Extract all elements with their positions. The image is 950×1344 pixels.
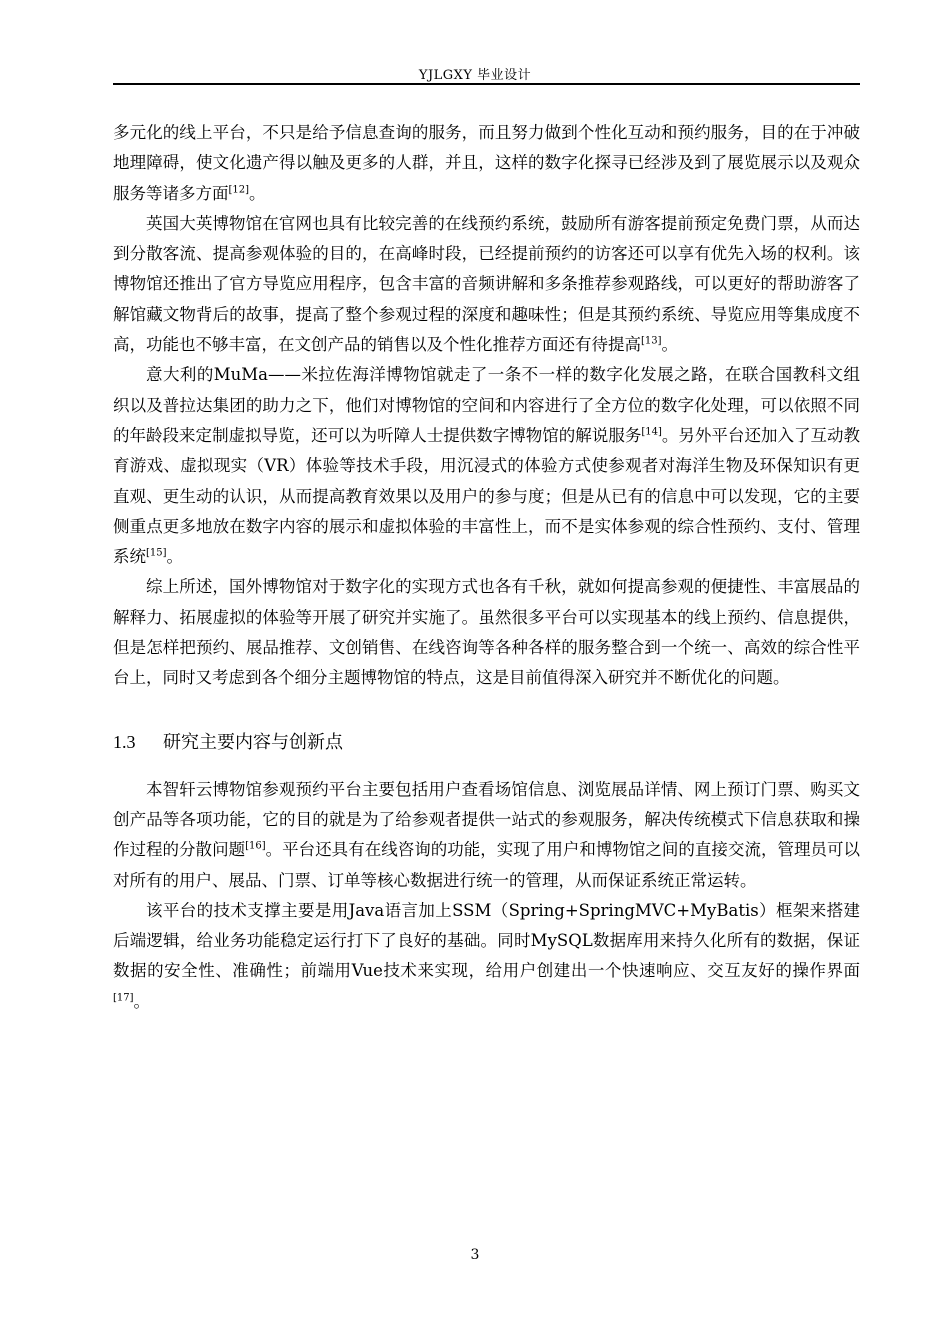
- paragraph: [113, 896, 860, 1017]
- page-header-title: YJLGXY 毕业设计: [418, 68, 532, 83]
- header-divider: [113, 83, 860, 85]
- paragraph-text: 该平台的技术支撑主要是用Java语言加上SSM（Spring+SpringMVC+MyBatis）框架来搭建后端逻辑，给业务功能稳定运行打下了良好的基础。同时MySQL数据库用来持久化所有的数据，保证数据的安全性、准确性；前端用Vue技术来实现，给用户创建出一个快速响应、交互友好的操作界面: [113, 900, 860, 981]
- paragraph: [113, 209, 860, 360]
- section-paragraphs: [113, 775, 860, 1017]
- paragraph-text: 。另外平台还加入了互动教育游戏、虚拟现实（VR）体验等技术手段，用沉浸式的体验方式使参观者对海洋生物及环保知识有更直观、更生动的认识，从而提高教育效果以及用户的参与度；但是从已有的信息中可以发现，它的主要侧重点更多地放在数字内容的展示和虚拟体验的丰富性上，而不是实体参观的综合性预约、支付、管理系统: [113, 425, 861, 567]
- document-body: [113, 118, 860, 1017]
- section-heading: [113, 727, 860, 758]
- paragraph-text: 多元化的线上平台，不只是给予信息查询的服务，而且努力做到个性化互动和预约服务，目的在于冲破地理障碍，使文化遗产得以触及更多的人群，并且，这样的数字化探寻已经涉及到了展览展示以及观众服务等诸多方面: [113, 123, 860, 203]
- paragraph: [113, 360, 860, 572]
- citation-ref: [15]: [146, 547, 167, 559]
- paragraph-text: 。: [249, 183, 266, 203]
- paragraph-text: 。平台还具有在线咨询的功能，实现了用户和博物馆之间的直接交流，管理员可以对所有的用户、展品、门票、订单等核心数据进行统一的管理，从而保证系统正常运转。: [113, 840, 861, 890]
- paragraph-text: 。: [133, 991, 151, 1011]
- citation-ref: [17]: [113, 992, 134, 1004]
- intro-paragraphs: [113, 118, 860, 694]
- paragraph-text: 。: [166, 547, 184, 567]
- citation-ref: [13]: [641, 335, 662, 347]
- paragraph-text: 本智轩云博物馆参观预约平台主要包括用户查看场馆信息、浏览展品详情、网上预订门票、购买文创产品等各项功能，它的目的就是为了给参观者提供一站式的参观服务，解决传统模式下信息获取和操作过程的分散问题: [113, 779, 860, 860]
- section-number: 1.3: [113, 731, 136, 752]
- citation-ref: [12]: [228, 184, 250, 196]
- paragraph: [113, 572, 860, 693]
- paragraph: [113, 118, 860, 209]
- paragraph: [113, 775, 860, 896]
- page-number: 3: [470, 1247, 480, 1263]
- paragraph-text: 意大利的MuMa——米拉佐海洋博物馆就走了一条不一样的数字化发展之路，在联合国教科文组织以及普拉达集团的助力之下，他们对博物馆的空间和内容进行了全方位的数字化处理，可以依照不同的年龄段来定制虚拟导览，还可以为听障人士提供数字博物馆的解说服务: [113, 365, 860, 445]
- section-title: 研究主要内容与创新点: [163, 731, 343, 753]
- citation-ref: [16]: [245, 840, 266, 852]
- paragraph-text: 。: [661, 335, 679, 355]
- citation-ref: [14]: [641, 426, 662, 438]
- paragraph-text: 英国大英博物馆在官网也具有比较完善的在线预约系统，鼓励所有游客提前预定免费门票，从而达到分散客流、提高参观体验的目的，在高峰时段，已经提前预约的访客还可以享有优先入场的权利。该博物馆还推出了官方导览应用程序，包含丰富的音频讲解和多条推荐参观路线，可以更好的帮助游客了解馆藏文物背后的故事，提高了整个参观过程的深度和趣味性；但是其预约系统、导览应用等集成度不高，功能也不够丰富，在文创产品的销售以及个性化推荐方面还有待提高: [113, 213, 860, 355]
- paragraph-text: 综上所述，国外博物馆对于数字化的实现方式也各有千秋，就如何提高参观的便捷性、丰富展品的解释力、拓展虚拟的体验等开展了研究并实施了。虽然很多平台可以实现基本的线上预约、信息提供，但是怎样把预约、展品推荐、文创销售、在线咨询等各种各样的服务整合到一个统一、高效的综合性平台上，同时又考虑到各个细分主题博物馆的特点，这是目前值得深入研究并不断优化的问题。: [113, 577, 860, 688]
